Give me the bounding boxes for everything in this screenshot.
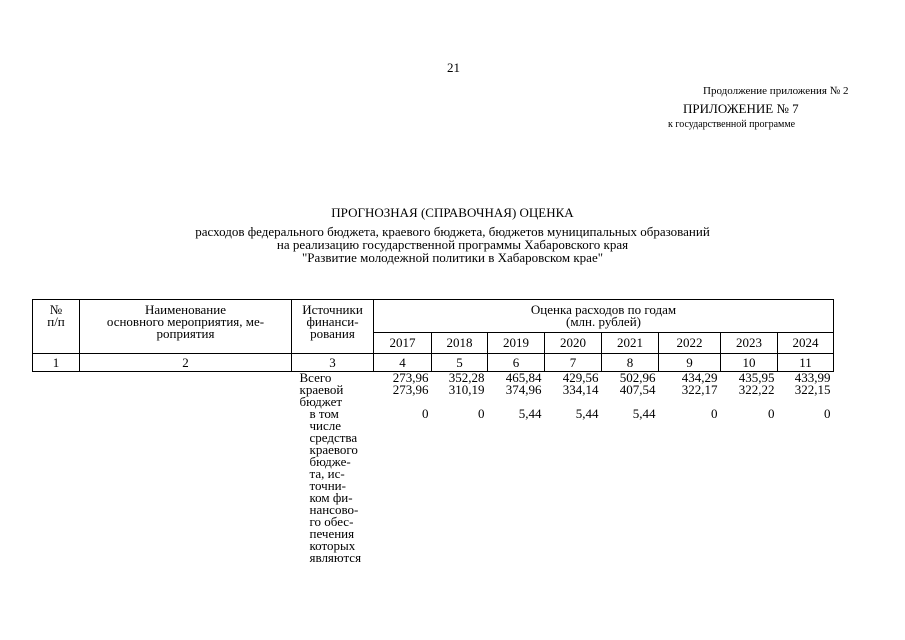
document-subtitle — [0, 225, 905, 264]
document-title: ПРОГНОЗНАЯ (СПРАВОЧНАЯ) ОЦЕНКА — [331, 205, 574, 220]
column-number: 6 — [488, 354, 545, 372]
column-number: 8 — [602, 354, 659, 372]
header-estimate-group — [374, 300, 834, 333]
value-cell: 0 — [422, 406, 429, 421]
header-text: Наименование — [145, 302, 226, 317]
number-cell — [33, 408, 80, 564]
header-source-col — [292, 300, 374, 354]
value-cell: 434,29 — [681, 370, 718, 385]
table-row — [33, 384, 834, 408]
header-text: п/п — [47, 314, 65, 329]
appendix-title: ПРИЛОЖЕНИЕ № 7 — [683, 101, 799, 116]
header-text: № — [49, 302, 63, 317]
year-header: 2022 — [659, 333, 721, 354]
value-cell: 407,54 — [619, 382, 656, 397]
value-cell: 322,22 — [738, 382, 775, 397]
header-text: роприятия — [156, 326, 215, 341]
subtitle-line: расходов федерального бюджета, краевого бюджета, бюджетов муниципальных образований — [195, 224, 710, 239]
source-text: точни- — [309, 478, 346, 493]
header-text: (млн. рублей) — [566, 314, 641, 329]
value-cell: 435,95 — [738, 370, 775, 385]
name-cell — [80, 384, 292, 408]
source-text: являются — [309, 550, 362, 565]
source-text: в том — [309, 406, 339, 421]
source-cell — [292, 408, 374, 564]
source-text: го обес- — [309, 514, 354, 529]
column-number-row — [33, 354, 834, 372]
value-cell: 502,96 — [619, 370, 656, 385]
subtitle-line: на реализацию государственной программы Хабаровского края — [276, 237, 629, 252]
source-text: которых — [309, 538, 356, 553]
value-cell: 433,99 — [794, 370, 831, 385]
value-cell: 352,28 — [448, 370, 485, 385]
column-number: 3 — [292, 354, 374, 372]
continuation-note: Продолжение приложения № 2 — [703, 85, 849, 97]
source-cell — [292, 384, 374, 408]
source-text: краевого — [309, 442, 358, 457]
name-cell — [80, 372, 292, 385]
column-number: 10 — [721, 354, 778, 372]
value-cell: 322,15 — [794, 382, 831, 397]
year-header: 2017 — [374, 333, 432, 354]
source-text: бюджет — [299, 394, 343, 409]
value-cell: 429,56 — [562, 370, 599, 385]
value-cell: 5,44 — [518, 406, 542, 421]
source-text: ком фи- — [309, 490, 353, 505]
header-number-col — [33, 300, 80, 354]
column-number: 11 — [778, 354, 834, 372]
column-number: 2 — [80, 354, 292, 372]
header-name-col — [80, 300, 292, 354]
number-cell — [33, 372, 80, 385]
header-text: рования — [310, 326, 355, 341]
column-number: 9 — [659, 354, 721, 372]
subtitle-line: "Развитие молодежной политики в Хабаровском крае" — [301, 250, 604, 265]
year-header: 2023 — [721, 333, 778, 354]
value-cell: 465,84 — [505, 370, 542, 385]
value-cell: 322,17 — [681, 382, 718, 397]
header-text: основного мероприятия, ме- — [106, 314, 265, 329]
header-text: Оценка расходов по годам — [530, 302, 677, 317]
year-header: 2024 — [778, 333, 834, 354]
source-text: та, ис- — [309, 466, 345, 481]
header-text: Источники — [302, 302, 363, 317]
source-text: числе — [309, 418, 342, 433]
year-header: 2021 — [602, 333, 659, 354]
source-text: краевой — [299, 382, 344, 397]
column-number: 4 — [374, 354, 432, 372]
value-cell: 273,96 — [392, 382, 429, 397]
column-number: 1 — [33, 354, 80, 372]
source-text: средства — [309, 430, 358, 445]
year-header: 2020 — [545, 333, 602, 354]
column-number: 5 — [432, 354, 488, 372]
value-cell: 310,19 — [448, 382, 485, 397]
name-cell — [80, 408, 292, 564]
source-text: нансово- — [309, 502, 359, 517]
value-cell: 273,96 — [392, 370, 429, 385]
value-cell: 0 — [478, 406, 485, 421]
header-text: финанси- — [306, 314, 359, 329]
value-cell: 0 — [824, 406, 831, 421]
table-row — [33, 408, 834, 564]
expense-estimate-table — [32, 299, 834, 564]
source-text: бюдже- — [309, 454, 351, 469]
value-cell: 0 — [711, 406, 718, 421]
value-cell: 374,96 — [505, 382, 542, 397]
number-cell — [33, 384, 80, 408]
value-cell: 0 — [768, 406, 775, 421]
year-header: 2019 — [488, 333, 545, 354]
appendix-subtitle: к государственной программе — [668, 119, 796, 130]
column-number: 7 — [545, 354, 602, 372]
page-number: 21 — [447, 60, 460, 75]
value-cell: 334,14 — [562, 382, 599, 397]
value-cell: 5,44 — [575, 406, 599, 421]
source-text: Всего — [299, 370, 332, 385]
source-text: печения — [309, 526, 355, 541]
value-cell: 5,44 — [632, 406, 656, 421]
year-header: 2018 — [432, 333, 488, 354]
